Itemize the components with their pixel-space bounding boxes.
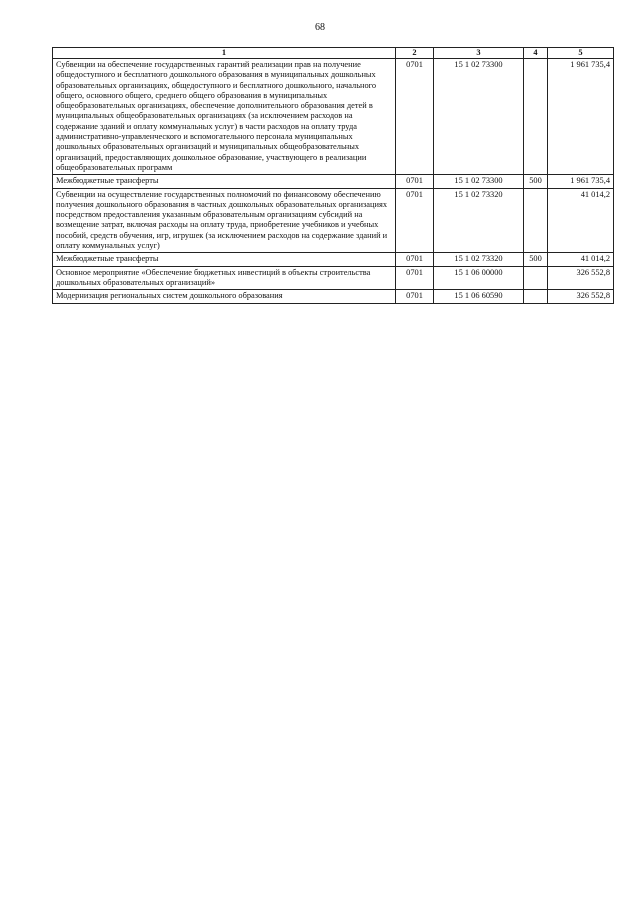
table-row bbox=[53, 188, 614, 253]
column-header-2: 2 bbox=[396, 48, 434, 59]
budget-table bbox=[52, 47, 614, 304]
table-row bbox=[53, 253, 614, 266]
table-row bbox=[53, 59, 614, 175]
row-section: 0701 bbox=[396, 59, 434, 175]
row-target: 15 1 02 73320 bbox=[434, 253, 524, 266]
row-name: Субвенции на обеспечение государственных гарантий реализации прав на получение общедоступного и бесплатного дошкольного образования в муниципальных дошкольных образовательных организациях, общедоступного и бесплатного дошкольного, начального общего, основного общего, среднего общего образования в муниципальных общеобразовательных организациях, обеспечение дополнительного образования детей в муниципальных общеобразовательных организациях (за исключением расходов на содержание зданий и оплату коммунальных услуг) в части расходов на оплату труда административно-управленческого и вспомогательного персонала муниципальных дошкольных образовательных организаций и муниципальных общеобразовательных организаций, предоставляющих дошкольное образование, участвующего в реализации общеобразовательных программ bbox=[53, 59, 396, 175]
table-header-row bbox=[53, 48, 614, 59]
row-target: 15 1 02 73320 bbox=[434, 188, 524, 253]
row-name: Межбюджетные трансферты bbox=[53, 175, 396, 188]
row-type: 500 bbox=[524, 253, 548, 266]
row-section: 0701 bbox=[396, 175, 434, 188]
row-target: 15 1 06 00000 bbox=[434, 266, 524, 290]
column-header-3: 3 bbox=[434, 48, 524, 59]
row-amount: 326 552,8 bbox=[548, 266, 614, 290]
row-name: Основное мероприятие «Обеспечение бюджетных инвестиций в объекты строительства дошкольных образовательных организаций» bbox=[53, 266, 396, 290]
row-name: Субвенции на осуществление государственных полномочий по финансовому обеспечению получения дошкольного образования в частных дошкольных образовательных организациях посредством предоставления указанным образовательным организациям субсидий на возмещение затрат, включая расходы на оплату труда, приобретение учебников и учебных пособий, средств обучения, игр, игрушек (за исключением расходов на содержание зданий и оплату коммунальных услуг) bbox=[53, 188, 396, 253]
row-type bbox=[524, 188, 548, 253]
row-target: 15 1 02 73300 bbox=[434, 175, 524, 188]
row-target: 15 1 02 73300 bbox=[434, 59, 524, 175]
row-amount: 41 014,2 bbox=[548, 188, 614, 253]
table-row bbox=[53, 175, 614, 188]
column-header-5: 5 bbox=[548, 48, 614, 59]
row-section: 0701 bbox=[396, 188, 434, 253]
row-amount: 41 014,2 bbox=[548, 253, 614, 266]
row-amount: 1 961 735,4 bbox=[548, 175, 614, 188]
row-target: 15 1 06 60590 bbox=[434, 290, 524, 303]
table-row bbox=[53, 290, 614, 303]
row-type bbox=[524, 266, 548, 290]
row-section: 0701 bbox=[396, 253, 434, 266]
page-number: 68 bbox=[315, 22, 325, 33]
row-name: Межбюджетные трансферты bbox=[53, 253, 396, 266]
table-row bbox=[53, 266, 614, 290]
row-name: Модернизация региональных систем дошкольного образования bbox=[53, 290, 396, 303]
row-type bbox=[524, 290, 548, 303]
row-amount: 326 552,8 bbox=[548, 290, 614, 303]
row-section: 0701 bbox=[396, 266, 434, 290]
row-type bbox=[524, 59, 548, 175]
row-amount: 1 961 735,4 bbox=[548, 59, 614, 175]
column-header-4: 4 bbox=[524, 48, 548, 59]
row-section: 0701 bbox=[396, 290, 434, 303]
row-type: 500 bbox=[524, 175, 548, 188]
column-header-1: 1 bbox=[53, 48, 396, 59]
